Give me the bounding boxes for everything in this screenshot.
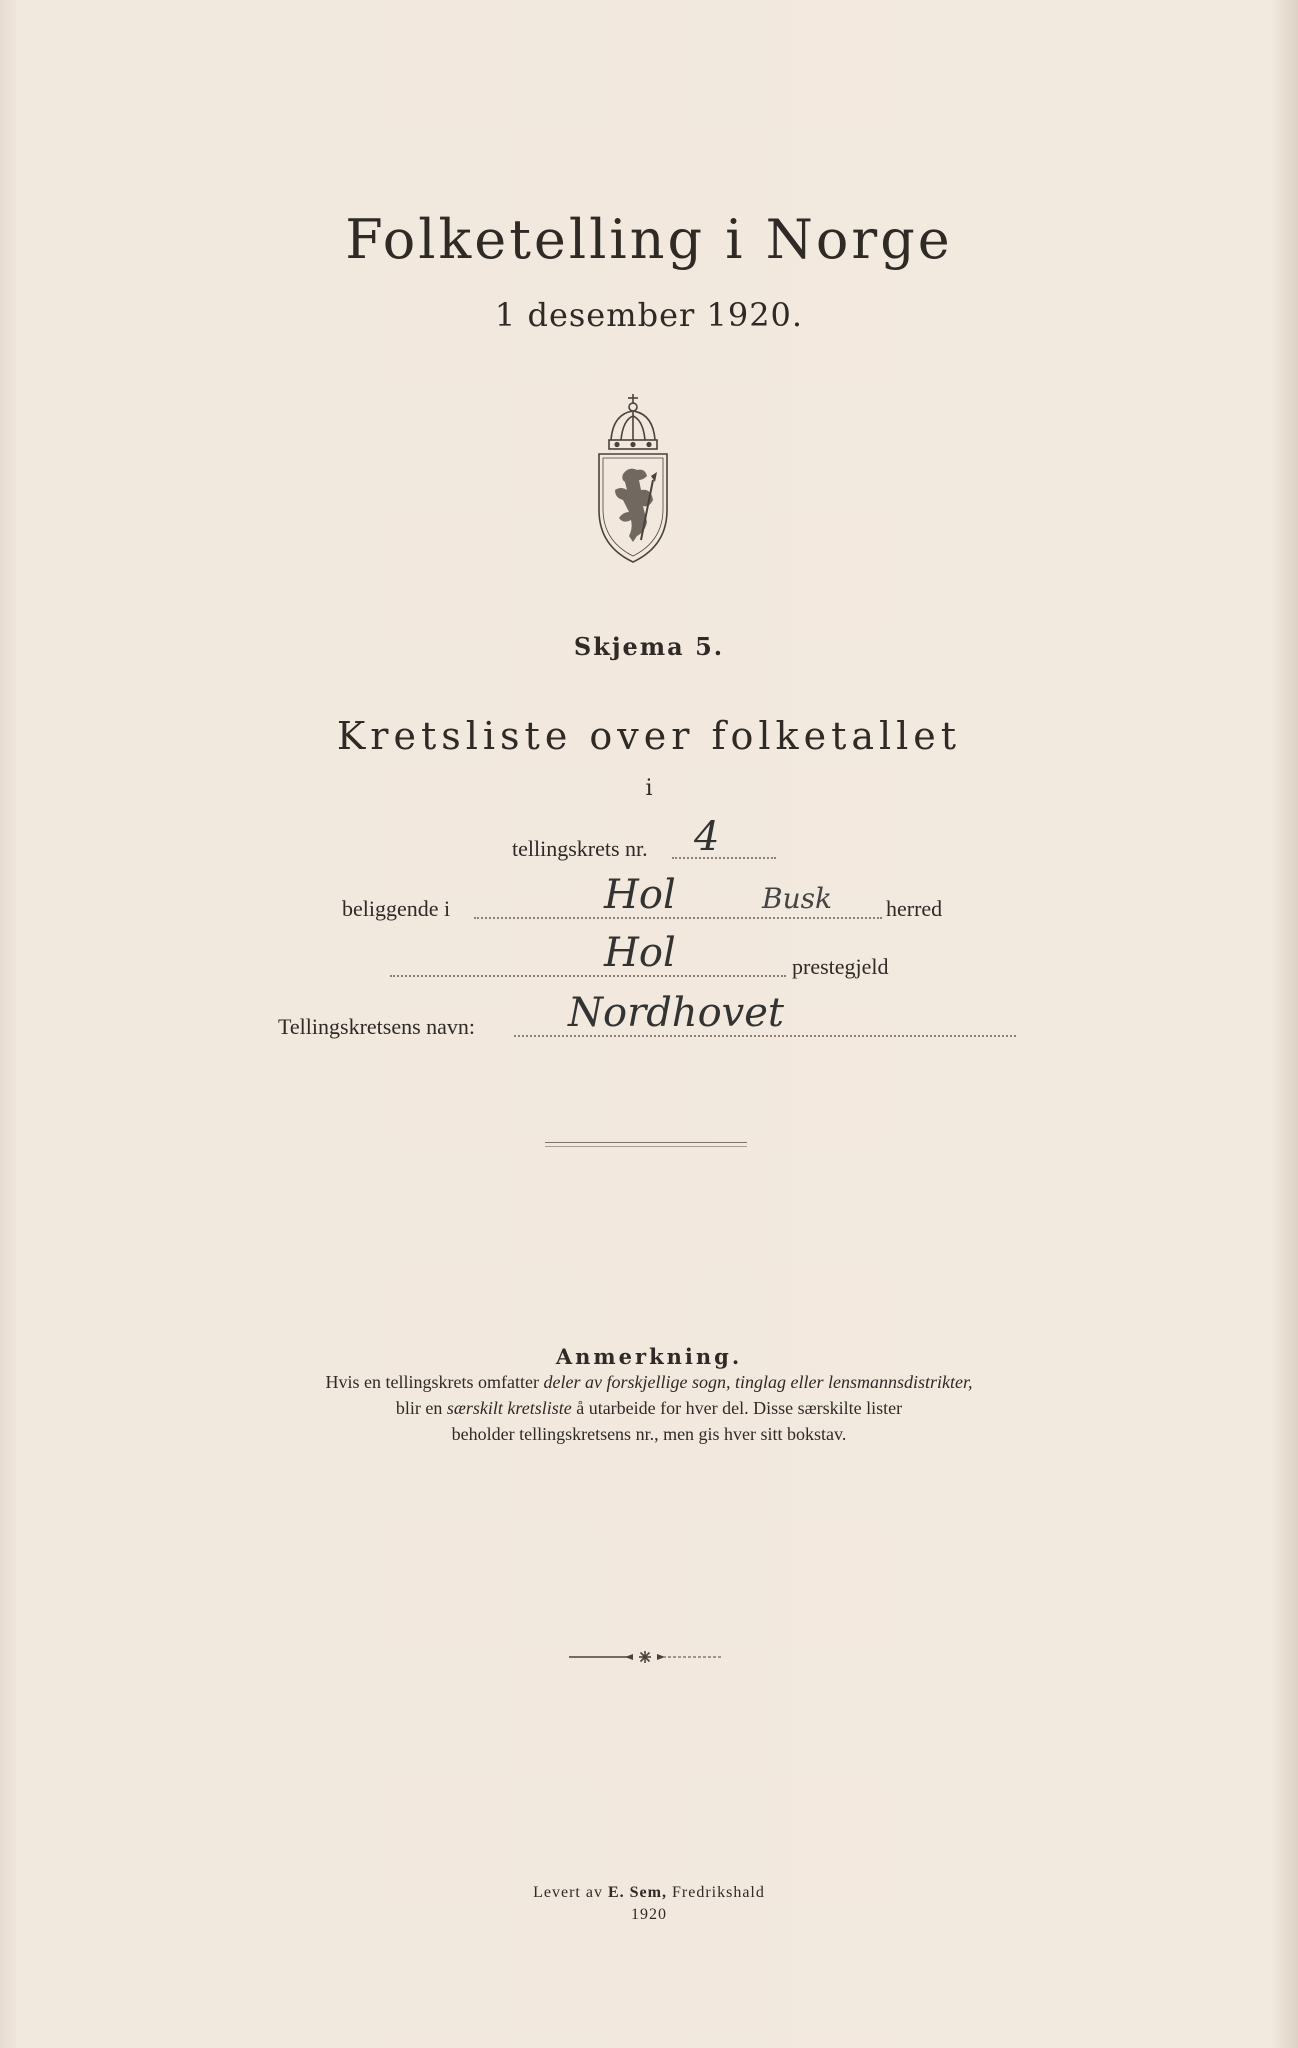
- census-date: 1 desember 1920.: [494, 296, 804, 334]
- printer-c: Fredrikshald: [666, 1884, 765, 1901]
- krets-name-value: Nordhovet: [568, 990, 784, 1036]
- krets-number-label: tellingskrets nr.: [512, 836, 648, 861]
- herred-label: herred: [886, 896, 943, 921]
- krets-number-line: [672, 856, 776, 859]
- page-title: Folketelling i Norge: [345, 208, 953, 271]
- form-subtitle: Kretsliste over folketallet: [336, 714, 962, 758]
- herred-line: [474, 916, 882, 919]
- herred-value: Hol: [604, 872, 676, 918]
- printer-line: [0, 1884, 1298, 1902]
- print-year: 1920: [631, 1906, 667, 1923]
- note-line-2-a: blir en: [395, 1398, 447, 1418]
- prestegjeld-value: Hol: [604, 930, 676, 976]
- printer-a: Levert av: [533, 1884, 608, 1901]
- beliggende-label: beliggende i: [342, 896, 451, 921]
- note-line-1-a: Hvis en tellingskrets omfatter: [325, 1372, 544, 1392]
- herred-note: Busk: [762, 882, 832, 915]
- norway-coat-of-arms-icon: [593, 390, 673, 566]
- note-line-2-b: særskilt kretsliste: [446, 1398, 572, 1418]
- prestegjeld-line: [390, 974, 786, 977]
- schema-label: Skjema 5.: [573, 632, 725, 661]
- note-line-2-c: å utarbeide for hver del. Disse særskilte lister: [571, 1398, 903, 1418]
- section-divider: [545, 1142, 747, 1143]
- note-line-1-b: deler av forskjellige sogn, tinglag eller lensmannsdistrikter,: [543, 1372, 973, 1392]
- section-divider-2: [545, 1146, 747, 1147]
- prestegjeld-label: prestegjeld: [792, 954, 889, 979]
- krets-name-label: Tellingskretsens navn:: [278, 1014, 476, 1039]
- note-line-1: [0, 1372, 1298, 1393]
- krets-number-value: 4: [694, 814, 720, 860]
- ornament-divider-icon: [565, 1647, 725, 1667]
- preposition: i: [645, 776, 653, 801]
- printer-name: E. Sem,: [607, 1884, 667, 1901]
- note-line-3: beholder tellingskretsens nr., men gis hver sitt bokstav.: [451, 1424, 847, 1444]
- note-heading: Anmerkning.: [555, 1344, 743, 1369]
- note-line-2: [0, 1398, 1298, 1419]
